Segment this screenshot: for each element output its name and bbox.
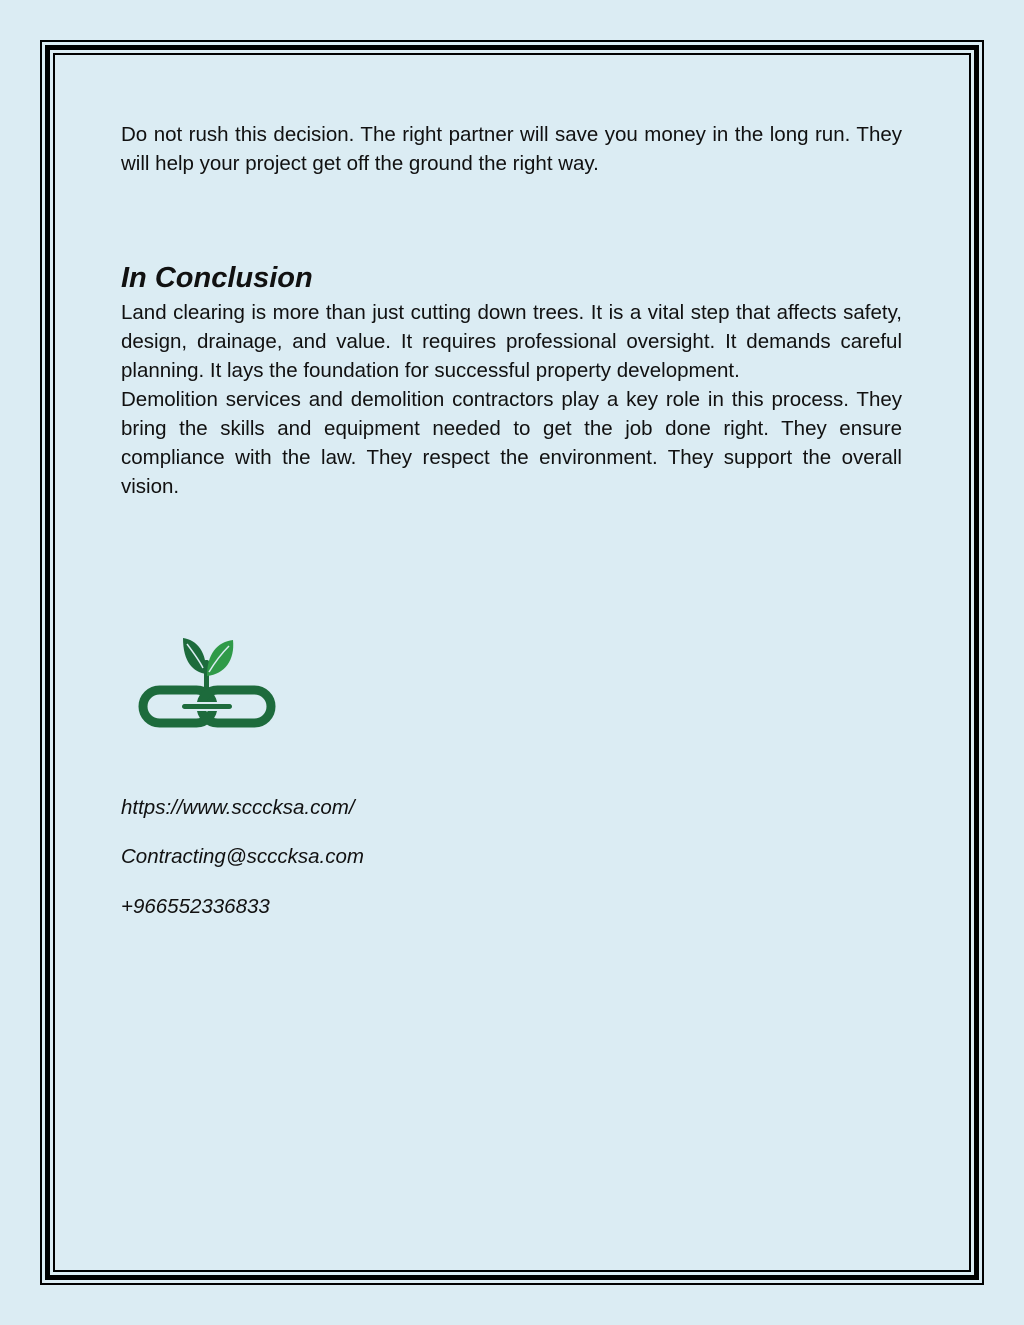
section-heading: In Conclusion — [121, 262, 313, 294]
document-content — [121, 120, 902, 501]
chain-link-sprout-icon — [137, 634, 277, 732]
website-link[interactable]: https://www.scccksa.com/ — [121, 796, 355, 819]
conclusion-paragraph: Demolition services and demolition contractors play a key role in this process. They bring the skills and equipment needed to get the job done right. They ensure compliance with the law. They respect the environment. They support the overall vision. — [121, 388, 902, 498]
email-link[interactable]: Contracting@scccksa.com — [121, 845, 364, 868]
conclusion-paragraph: Land clearing is more than just cutting down trees. It is a vital step that affects safety, design, drainage, and value. It requires professional oversight. It demands careful planning. It lays the foundation for successful property development. — [121, 301, 902, 382]
phone-number[interactable]: +966552336833 — [121, 895, 270, 918]
intro-paragraph: Do not rush this decision. The right partner will save you money in the long run. They will help your project get off the ground the right way. — [121, 123, 902, 175]
